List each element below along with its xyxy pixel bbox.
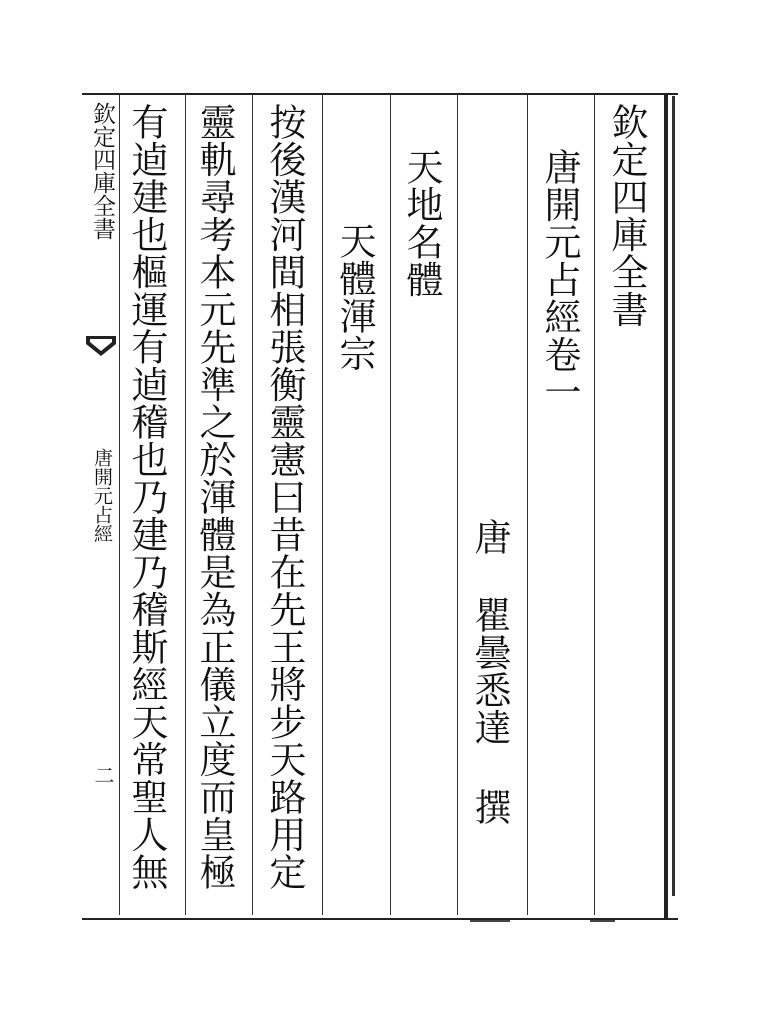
section-title: 天地名體 [400,148,443,298]
column-rule [252,95,253,915]
bottom-mark [470,920,510,922]
body-line-1: 按後漢河間相張衡靈憲曰昔在先王將步天路用定 [263,103,306,891]
column-rule [185,95,186,915]
fishtail-mark-icon [84,330,118,370]
author-role: 撰 [468,788,511,826]
volume-title: 唐開元占經卷一 [538,148,581,411]
column-rule [594,95,595,915]
author-name: 瞿曇悉達 [468,596,511,746]
column-rule [390,95,391,915]
column-rule [527,95,528,915]
dynasty: 唐 [468,518,511,556]
subsection-title: 天體渾宗 [333,222,376,372]
bottom-mark [590,920,615,922]
margin-top-title: 欽定四庫全書 [89,102,115,240]
margin-book-name: 唐開元占經 [91,448,113,543]
frame-right-border-outer [672,96,675,896]
frame-right-border [664,93,668,918]
column-rule [457,95,458,915]
body-line-2: 靈軌尋考本元先準之於渾體是為正儀立度而皇極 [193,103,236,891]
column-rule [322,95,323,915]
body-line-3: 有逌建也樞運有逌稽也乃建乃稽斯經天常聖人無 [125,103,168,891]
header-title: 欽定四庫全書 [605,103,648,328]
page-frame [82,93,678,920]
margin-page-number: 二 [91,765,115,785]
